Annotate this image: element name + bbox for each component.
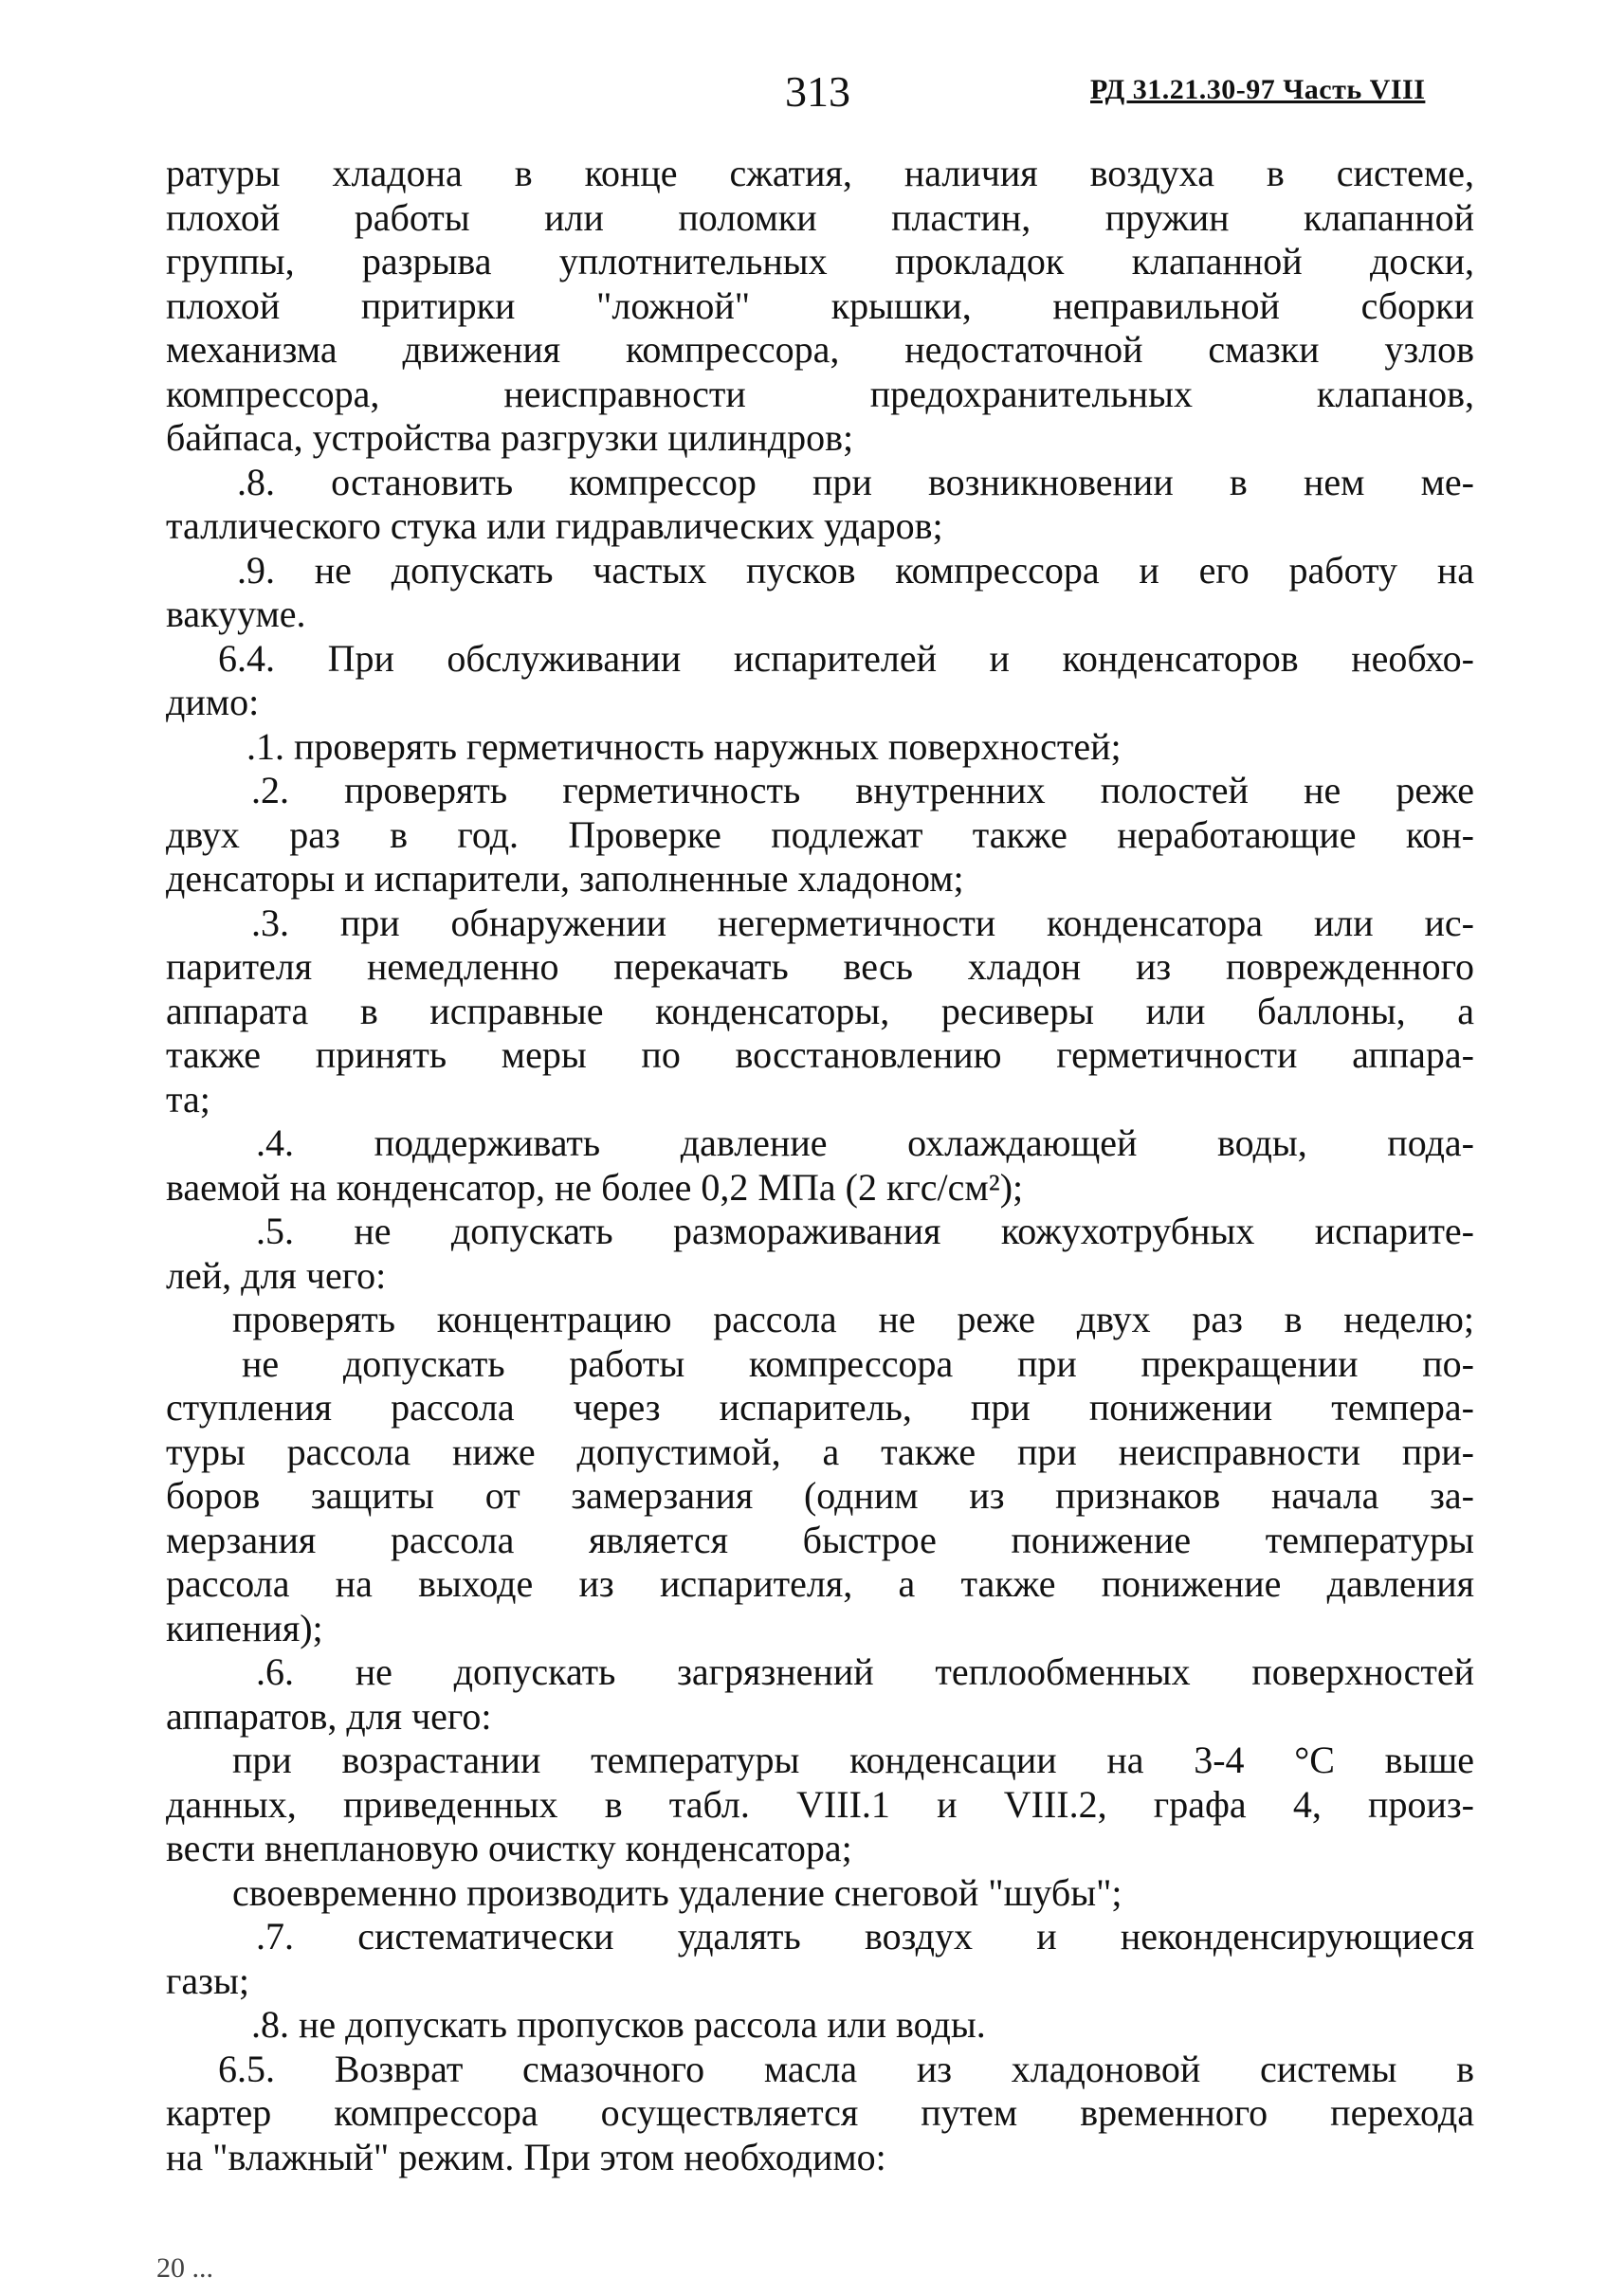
text-line: туры рассола ниже допустимой, а также при неисправности при- — [166, 1430, 1474, 1473]
text-line: .5. не допускать размораживания кожухотрубных испарите- — [256, 1210, 1474, 1252]
footer-signature-mark: 20 ... — [156, 2252, 213, 2284]
text-line: .9. не допускать частых пусков компрессора и его работу на — [237, 548, 1474, 592]
text-line: .8. остановить компрессор при возникновении в нем ме- — [237, 460, 1474, 503]
page-header — [0, 66, 1624, 123]
text-line: на "влажный" режим. При этом необходимо: — [166, 2135, 886, 2178]
text-line: .4. поддерживать давление охлаждающей воды, пода- — [256, 1121, 1474, 1164]
text-line: .8. не допускать пропусков рассола или воды. — [251, 2003, 986, 2046]
text-line: данных, приведенных в табл. VIII.1 и VIII.2, графа 4, произ- — [166, 1782, 1474, 1826]
text-line: картер компрессора осуществляется путем временного перехода — [166, 2091, 1474, 2134]
text-line: кипения); — [166, 1606, 323, 1649]
text-line: та; — [166, 1077, 210, 1120]
text-line: проверять концентрацию рассола не реже двух раз в неделю; — [232, 1298, 1474, 1340]
text-line: вести внеплановую очистку конденсатора; — [166, 1827, 852, 1869]
text-line: плохой притирки "ложной" крышки, неправильной сборки — [166, 283, 1474, 327]
text-line: газы; — [166, 1958, 249, 2002]
text-line: при возрастании температуры конденсации на 3-4 °С выше — [232, 1739, 1474, 1781]
text-line: аппарата в исправные конденсаторы, ресиверы или баллоны, а — [166, 989, 1474, 1032]
text-line: аппаратов, для чего: — [166, 1694, 492, 1738]
text-line: 6.5. Возврат смазочного масла из хладоновой системы в — [218, 2047, 1474, 2090]
text-line: ступления рассола через испаритель, при понижении темпера- — [166, 1386, 1474, 1429]
text-line: рассола на выходе из испарителя, а также понижение давления — [166, 1562, 1474, 1605]
document-body — [166, 152, 1474, 2179]
text-line: .7. систематически удалять воздух и неконденсирующиеся — [256, 1915, 1474, 1958]
text-line: группы, разрыва уплотнительных прокладок клапанной доски, — [166, 240, 1474, 282]
text-line: своевременно производить удаление снеговой "шубы"; — [232, 1870, 1122, 1914]
text-line: не допускать работы компрессора при прекращении по- — [242, 1341, 1474, 1385]
text-line: боров защиты от замерзания (одним из признаков начала за- — [166, 1474, 1474, 1517]
page-number: 313 — [785, 67, 850, 116]
text-line: .3. при обнаружении негерметичности конденсатора или ис- — [251, 901, 1474, 944]
text-line: .2. проверять герметичность внутренних полостей не реже — [251, 769, 1474, 811]
text-line: плохой работы или поломки пластин, пружин клапанной — [166, 195, 1474, 239]
text-line: ваемой на конденсатор, не более 0,2 МПа (2 кгс/см²); — [166, 1165, 1024, 1209]
text-line: компрессора, неисправности предохранительных клапанов, — [166, 372, 1474, 415]
text-line: вакууме. — [166, 592, 306, 635]
text-line: .6. не допускать загрязнений теплообменных поверхностей — [256, 1650, 1474, 1693]
document-code: РД 31.21.30-97 Часть VIII — [1090, 74, 1426, 105]
text-line: ратуры хладона в конце сжатия, наличия воздуха в системе, — [166, 152, 1474, 194]
text-line: байпаса, устройства разгрузки цилиндров; — [166, 416, 854, 459]
text-line: таллического стука или гидравлических ударов; — [166, 504, 943, 547]
text-line: двух раз в год. Проверке подлежат также неработающие кон- — [166, 812, 1474, 856]
text-line: денсаторы и испарители, заполненные хладоном; — [166, 857, 964, 900]
text-line: парителя немедленно перекачать весь хладон из поврежденного — [166, 945, 1474, 988]
text-line: димо: — [166, 681, 260, 723]
text-line: 6.4. При обслуживании испарителей и конденсаторов необхо- — [218, 636, 1474, 680]
text-line: лей, для чего: — [166, 1253, 387, 1297]
text-line: .1. проверять герметичность наружных поверхностей; — [246, 724, 1122, 768]
text-line: мерзания рассола является быстрое понижение температуры — [166, 1518, 1474, 1561]
text-line: механизма движения компрессора, недостаточной смазки узлов — [166, 328, 1474, 371]
text-line: также принять меры по восстановлению герметичности аппара- — [166, 1033, 1474, 1076]
